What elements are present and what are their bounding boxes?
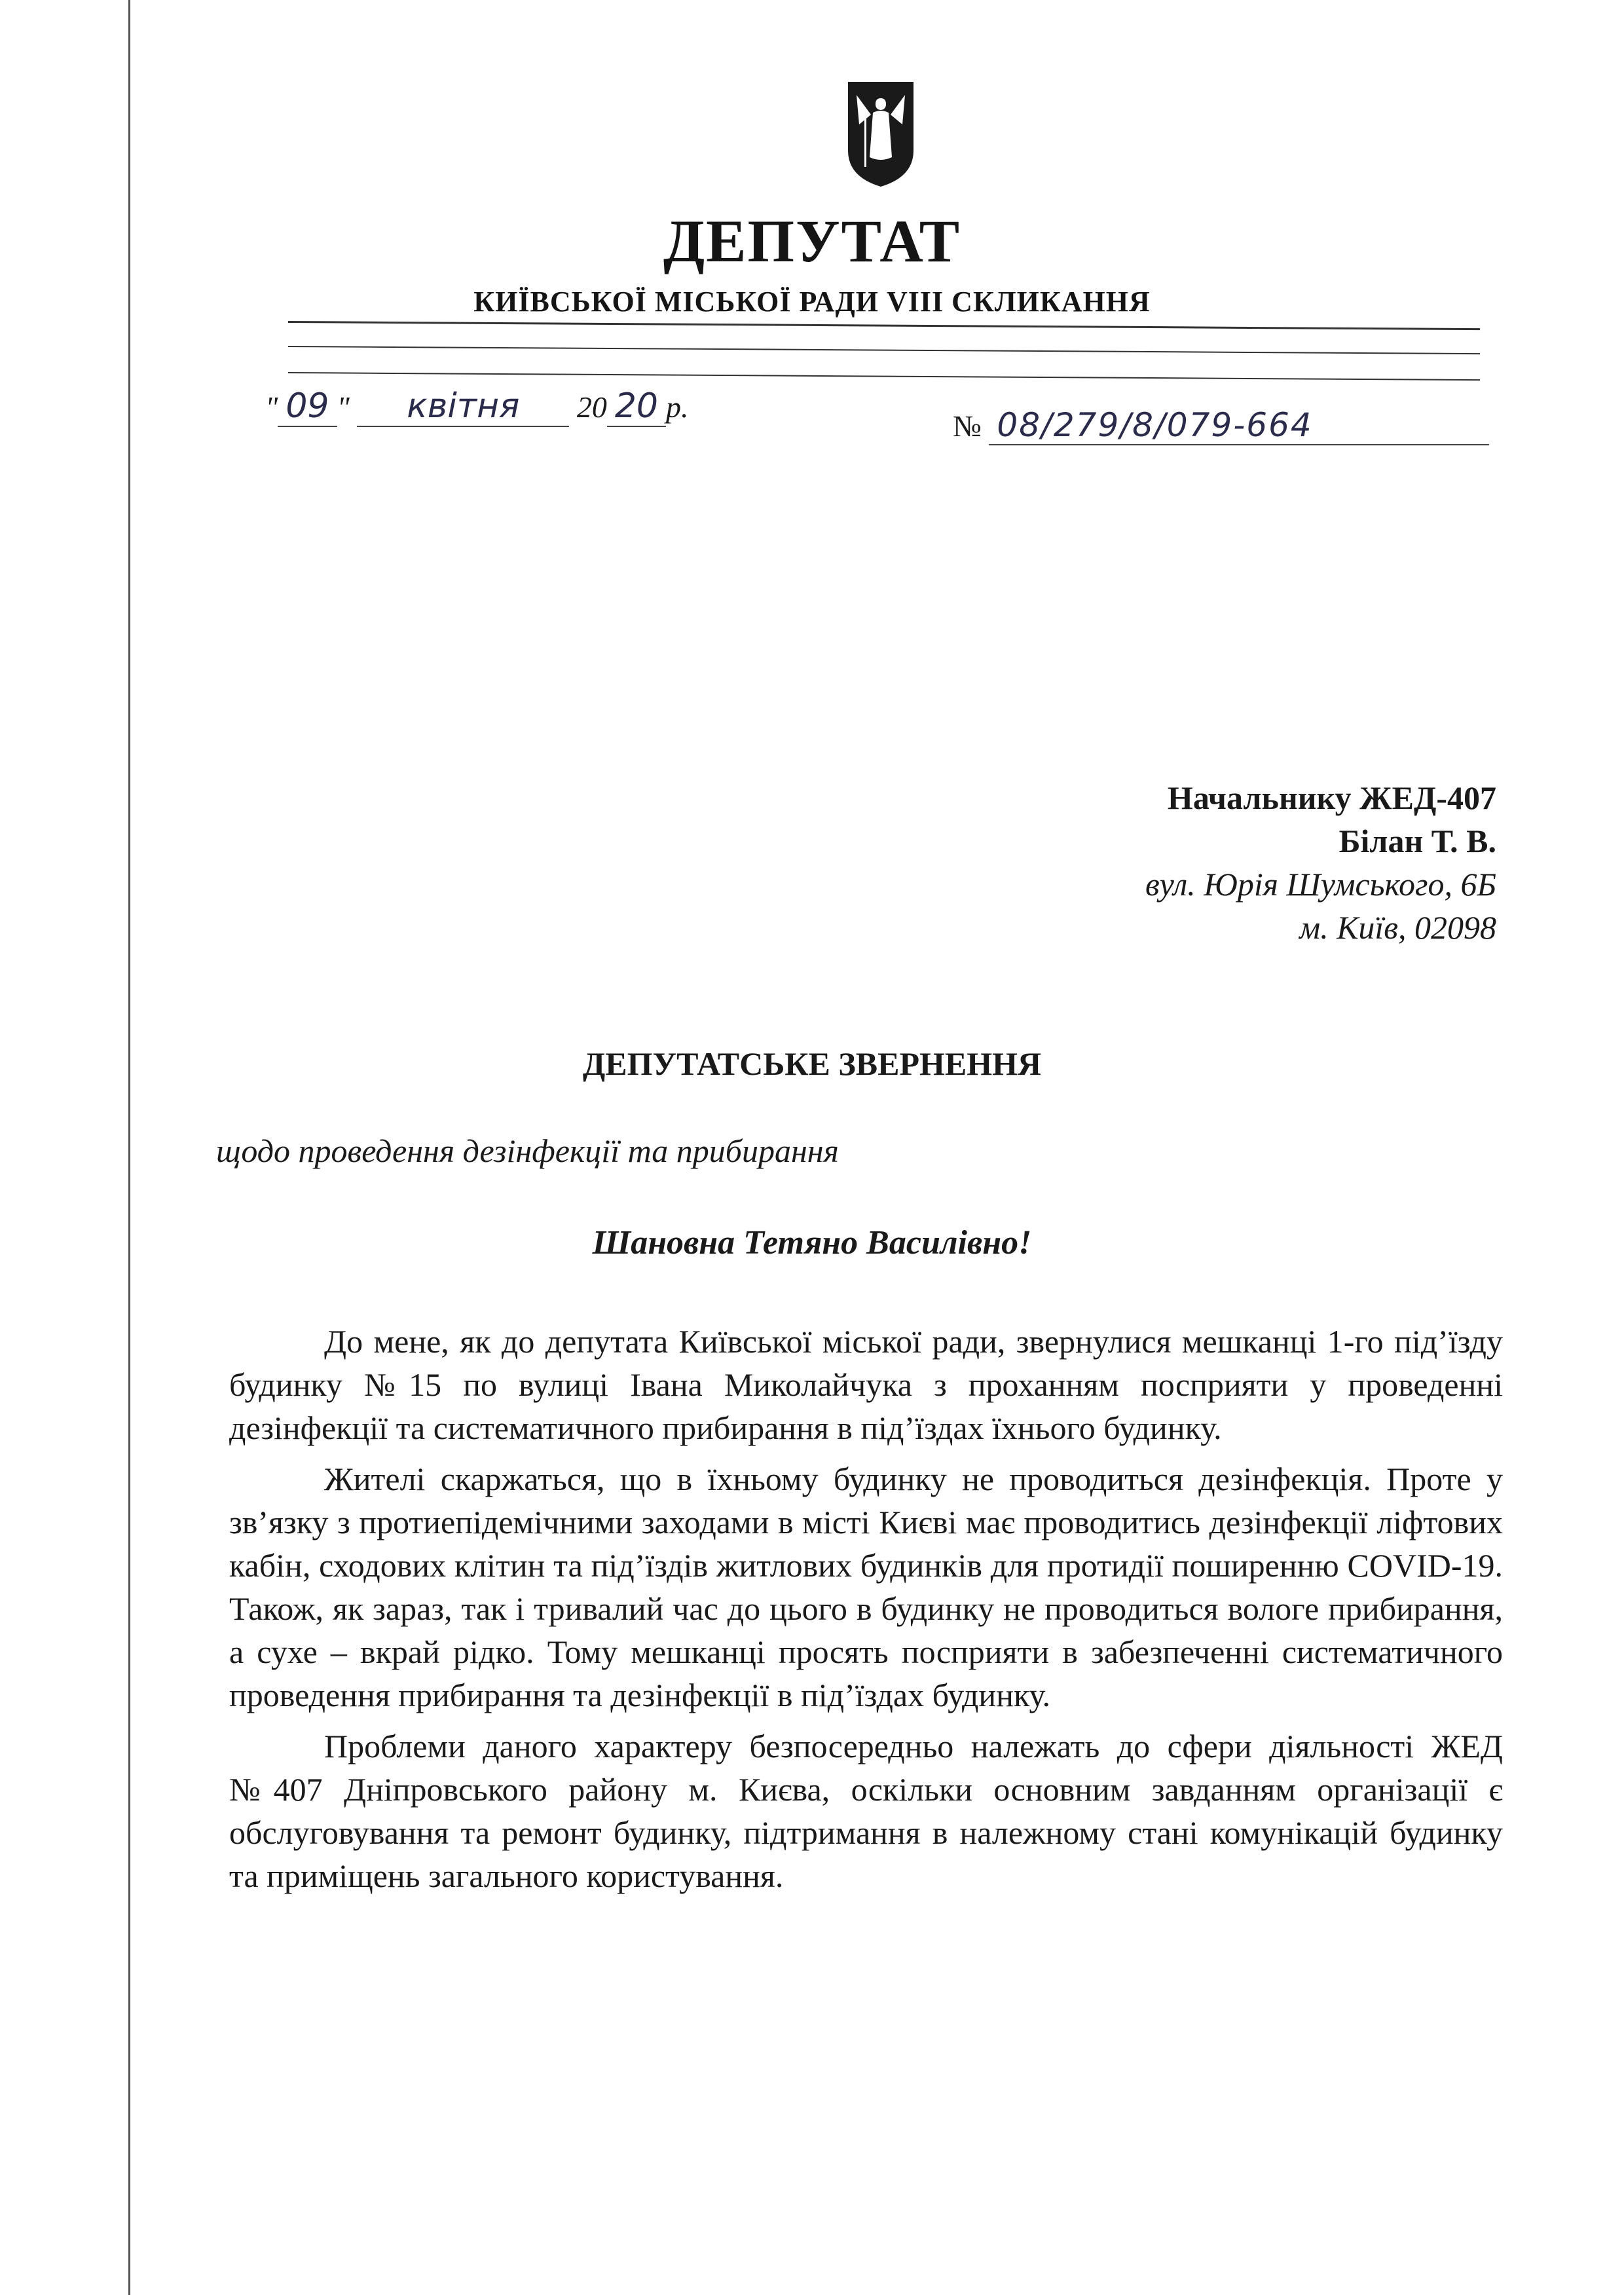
date-open-quote: ": [265, 390, 278, 424]
addressee-name: Білан Т. В.: [1338, 823, 1496, 859]
page-margin-line: [128, 0, 130, 2295]
date-year-prefix: 20: [576, 390, 607, 424]
header-rule: [288, 321, 1480, 330]
date-year-suffix: 20: [607, 386, 666, 427]
body-text: [229, 1320, 1503, 1905]
document-title: ДЕПУТАТСЬКЕ ЗВЕРНЕННЯ: [582, 1045, 1042, 1082]
body-paragraph: Проблеми даного характеру безпосередньо належать до сфери діяльності ЖЕД №407 Дніпровського району м. Києва, оскільки основним завданням організації є обслуговування та ремонт будинку, підтримання в належному стані комунікацій будинку та приміщень загального користування.: [229, 1728, 1503, 1894]
registration-number: [953, 406, 1489, 445]
document-date: [265, 386, 689, 427]
registration-label: №: [953, 409, 982, 443]
kyiv-coat-of-arms-icon: [845, 79, 917, 190]
date-year-mark: р.: [666, 390, 689, 424]
header-rule: [288, 372, 1480, 381]
date-close-quote: ": [337, 390, 350, 424]
document-subject: щодо проведення дезінфекції та прибирання: [216, 1132, 839, 1169]
header-rule: [288, 346, 1480, 354]
date-month: квітня: [357, 386, 569, 427]
header-subtitle: КИЇВСЬКОЇ МІСЬКОЇ РАДИ VIII СКЛИКАННЯ: [473, 286, 1151, 318]
registration-value: 08/279/8/079-664: [989, 406, 1489, 445]
addressee-city: м. Київ, 02098: [1299, 909, 1496, 946]
greeting: Шановна Тетяно Василівно!: [592, 1224, 1032, 1261]
addressee-block: [1145, 776, 1496, 949]
addressee-street: вул. Юрія Шумського, 6Б: [1145, 866, 1496, 903]
header-title: ДЕПУТАТ: [663, 208, 961, 274]
addressee-position: Начальнику ЖЕД-407: [1167, 779, 1496, 816]
date-day: 09: [278, 386, 337, 427]
body-paragraph: Жителі скаржаться, що в їхньому будинку не проводиться дезінфекція. Проте у зв’язку з протиепідемічними заходами в місті Києві має проводитись дезінфекції ліфтових кабін, сходових клітин та під’їздів житлових будинків для протидії поширенню COVID-19. Також, як зараз, так і тривалий час до цього в будинку не проводиться вологе прибирання, а сухе – вкрай рідко. Тому мешканці просять посприяти в забезпеченні систематичного проведення прибирання та дезінфекції в під’їздах будинку.: [229, 1461, 1503, 1713]
body-paragraph: До мене, як до депутата Київської міської ради, звернулися мешканці 1-го під’їзду будинку №15 по вулиці Івана Миколайчука з проханням посприяти у проведенні дезінфекції та систематичного прибирання в під’їздах їхнього будинку.: [229, 1323, 1503, 1446]
